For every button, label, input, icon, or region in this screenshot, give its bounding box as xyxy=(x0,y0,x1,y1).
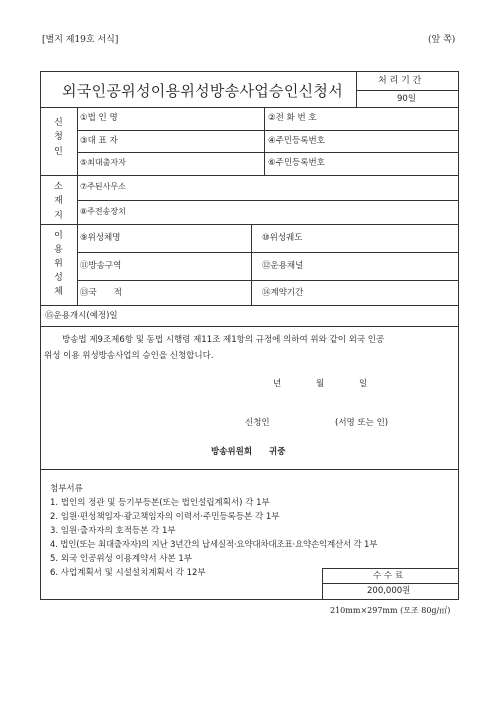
field-operation-start-date: ⑮운용개시(예정)일 xyxy=(45,311,118,321)
date-month-label: 월 xyxy=(316,379,325,389)
field-phone-number: ②전 화 번 호 xyxy=(268,113,317,123)
field-contract-period: ⑭계약기간 xyxy=(262,288,304,298)
field-broadcast-area: ⑪방송구역 xyxy=(80,261,122,271)
date-year-label: 년 xyxy=(273,379,282,389)
field-nationality: ⑬국 적 xyxy=(80,288,122,298)
field-resident-number-1: ④주민등록번호 xyxy=(268,136,325,146)
field-corporation-name: ①법 인 명 xyxy=(80,113,118,123)
field-largest-investor: ⑤최대출자자 xyxy=(80,158,126,167)
applicant-section-label: 신 청 인 xyxy=(54,118,63,157)
signature-or-seal-label: (서명 또는 인) xyxy=(335,418,389,428)
field-resident-number-2: ⑥주민등록번호 xyxy=(268,158,325,168)
fee-value: 200,000원 xyxy=(367,586,411,596)
field-main-transmitter: ⑧주전송장치 xyxy=(80,207,126,216)
processing-period-value: 90일 xyxy=(397,94,417,104)
location-section-label: 소 재 지 xyxy=(54,182,63,221)
attachment-item: 6. 사업계획서 및 시설설치계획서 각 12부 xyxy=(50,568,206,578)
field-satellite-name: ⑨위성체명 xyxy=(80,233,121,243)
attachment-item: 4. 법인(또는 최대출자자)의 지난 3년간의 납세실적·요약대차대조표·요약손익계산서 각 1부 xyxy=(50,540,378,550)
attachment-item: 1. 법인의 정관 및 등기부등본(또는 법인설립계획서) 각 1부 xyxy=(50,498,270,508)
page-side-label: (앞 쪽) xyxy=(428,35,456,45)
applicant-signature-label: 신청인 xyxy=(245,418,270,428)
processing-period-label: 처 리 기 간 xyxy=(378,76,422,86)
paper-size-note: 210mm×297mm (모조 80g/㎡) xyxy=(330,606,451,615)
statement-line-2: 위성 이용 위성방송사업의 승인을 신청합니다. xyxy=(44,351,214,361)
fee-label: 수 수 료 xyxy=(373,571,404,581)
field-satellite-orbit: ⑩위성궤도 xyxy=(262,233,303,243)
form-number: [별지 제19호 서식] xyxy=(42,35,119,45)
attachments-heading: 첨부서류 xyxy=(50,484,83,494)
field-representative: ③대 표 자 xyxy=(80,136,118,146)
date-day-label: 일 xyxy=(359,379,368,389)
form-title: 외국인공위성이용위성방송사업승인신청서 xyxy=(62,82,344,100)
field-main-office: ⑦주된사무소 xyxy=(80,182,126,191)
statement-line-1: 방송법 제9조제6항 및 동법 시행령 제11조 제1항의 규정에 의하여 위와 같이 외국 인공 xyxy=(62,335,385,345)
attachment-item: 2. 임원·편성책임자·광고책임자의 이력서·주민등록등본 각 1부 xyxy=(50,512,280,522)
addressee: 방송위원회 귀중 xyxy=(211,447,286,457)
satellite-section-label: 이 용 위 성 체 xyxy=(54,231,63,297)
attachment-item: 3. 임원·출자자의 호적등본 각 1부 xyxy=(50,526,176,536)
field-operating-channel: ⑫운용채널 xyxy=(262,261,304,271)
attachment-item: 5. 외국 인공위성 이용계약서 사본 1부 xyxy=(50,554,192,564)
